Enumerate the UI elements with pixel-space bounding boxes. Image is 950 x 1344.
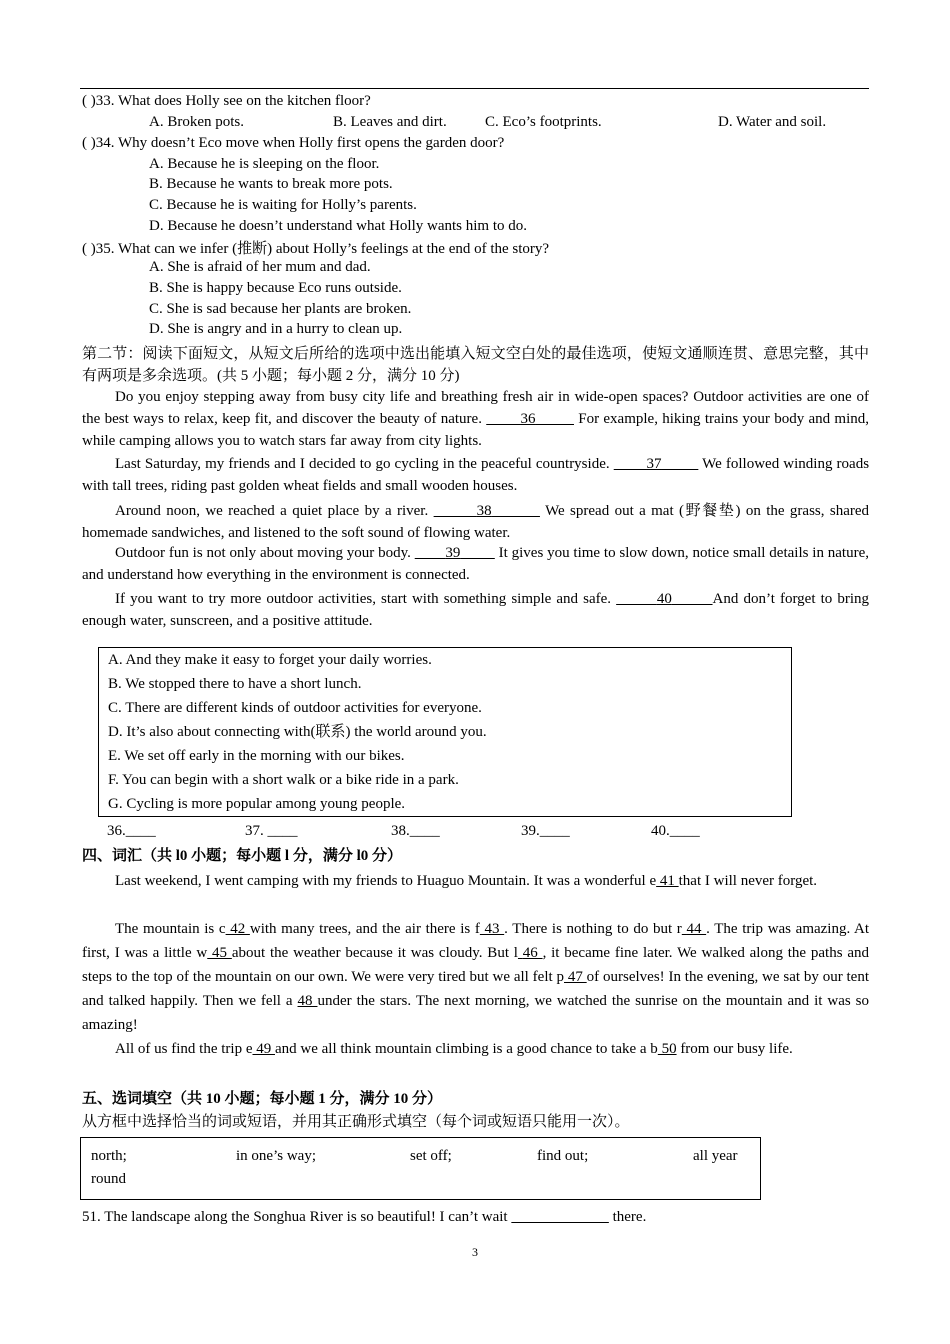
question-33-option-d: D. Water and soil. <box>718 114 827 130</box>
question-33-option-c: C. Eco’s footprints. <box>485 114 602 130</box>
vocab-paragraph-2: The mountain is c 42 with many trees, and the air there is f 43 . There is nothing to do but r 44 . The trip was amazing. At first, I was a little w 45 about the weather because it was cloudy. But l 46 , it became fine later. We walked along the paths and steps to the top of the mountain on our own. We were very tired but we all felt p 47 of ourselves! In the evening, we sat by our tent and talked happily. Then we fell a 48 under the stars. The next morning, we watched the sunrise on the mountain and it was so amazing! <box>82 921 870 1033</box>
passage-paragraph-3: Around noon, we reached a quiet place by a river. 38 We spread out a mat (野餐垫) on the grass, shared homemade sandwiches, and listened to the soft sound of flowing water. <box>82 503 870 541</box>
question-35-option-a: A. She is afraid of her mum and dad. <box>149 259 371 275</box>
word-in-ones-way: in one’s way; <box>236 1148 316 1164</box>
blank-47: 47 <box>564 969 587 985</box>
blank-44: 44 <box>686 921 707 937</box>
option-a: A. And they make it easy to forget your daily worries. <box>108 652 432 668</box>
answer-38[interactable]: 38.____ <box>391 823 440 839</box>
question-34-option-d: D. Because he doesn’t understand what Holly wants him to do. <box>149 218 527 234</box>
word-north: north; <box>91 1148 127 1164</box>
blank-37: 37 <box>646 456 662 472</box>
question-34-option-c: C. Because he is waiting for Holly’s parents. <box>149 197 417 213</box>
word-round: round <box>91 1171 126 1187</box>
option-d: D. It’s also about connecting with(联系) the world around you. <box>108 724 487 740</box>
blank-45: 45 <box>207 945 232 961</box>
question-34-option-a: A. Because he is sleeping on the floor. <box>149 156 380 172</box>
vocab-paragraph-1: Last weekend, I went camping with my friends to Huaguo Mountain. It was a wonderful e 41 that I will never forget. <box>115 873 818 889</box>
word-find-out: find out; <box>537 1148 589 1164</box>
option-c: C. There are different kinds of outdoor activities for everyone. <box>108 700 482 716</box>
answer-36[interactable]: 36.____ <box>107 823 156 839</box>
blank-38: 38 <box>476 503 492 519</box>
blank-48: 48 <box>297 993 318 1009</box>
question-33-option-b: B. Leaves and dirt. <box>333 114 447 130</box>
blank-36: 36 <box>520 411 536 427</box>
blank-39: 39 <box>445 545 461 561</box>
header-rule <box>80 88 869 89</box>
section-2-instructions: 第二节：阅读下面短文，从短文后所给的选项中选出能填入短文空白处的最佳选项，使短文通顺连贯、意思完整，其中有两项是多余选项。(共 5 小题；每小题 2 分，满分 10 分) <box>82 346 869 384</box>
answer-39[interactable]: 39.____ <box>521 823 570 839</box>
question-34-option-b: B. Because he wants to break more pots. <box>149 176 393 192</box>
option-g: G. Cycling is more popular among young people. <box>108 796 406 812</box>
answer-37[interactable]: 37. ____ <box>245 823 298 839</box>
passage-paragraph-4: Outdoor fun is not only about moving your body. 39 It gives you time to slow down, notice small details in nature, and understand how everything in the environment is connected. <box>82 545 870 583</box>
blank-41: 41 <box>656 873 679 889</box>
section-5-instructions: 从方框中选择恰当的词或短语，并用其正确形式填空（每个词或短语只能用一次）。 <box>82 1114 630 1130</box>
section-4-title: 四、词汇（共 l0 小题；每小题 l 分，满分 l0 分） <box>82 848 403 864</box>
word-box <box>80 1137 761 1200</box>
word-all-year: all year <box>693 1148 738 1164</box>
blank-46: 46 <box>522 945 543 961</box>
blank-42: 42 <box>225 921 250 937</box>
passage-paragraph-1: Do you enjoy stepping away from busy city life and breathing fresh air in wide-open spaces? Outdoor activities are one of the best ways to relax, keep fit, and discover the beauty of nature. 36 For example, hiking trains your body and mind, while camping allows you to watch stars far away from city lights. <box>82 389 870 449</box>
vocab-paragraph-3: All of us find the trip e 49 and we all think mountain climbing is a good chance to take a b 50 from our busy life. <box>115 1041 793 1057</box>
answer-40[interactable]: 40.____ <box>651 823 700 839</box>
options-box <box>98 647 792 817</box>
question-51: 51. The landscape along the Songhua River is so beautiful! I can’t wait there. <box>82 1209 647 1225</box>
question-35-stem: ( )35. What can we infer (推断) about Holly’s feelings at the end of the story? <box>82 241 550 257</box>
question-34-stem: ( )34. Why doesn’t Eco move when Holly first opens the garden door? <box>82 135 505 151</box>
question-35-option-d: D. She is angry and in a hurry to clean up. <box>149 321 403 337</box>
page-number: 3 <box>472 1245 478 1259</box>
blank-49: 49 <box>252 1041 275 1057</box>
blank-43: 43 <box>479 921 505 937</box>
section-5-title: 五、选词填空（共 10 小题；每小题 1 分，满分 10 分） <box>82 1091 443 1107</box>
option-e: E. We set off early in the morning with our bikes. <box>108 748 405 764</box>
question-35-option-c: C. She is sad because her plants are broken. <box>149 301 412 317</box>
blank-40: 40 <box>656 591 672 607</box>
blank-51[interactable] <box>511 1209 609 1225</box>
option-b: B. We stopped there to have a short lunch. <box>108 676 362 692</box>
question-33-stem: ( )33. What does Holly see on the kitchen floor? <box>82 93 371 109</box>
option-f: F. You can begin with a short walk or a bike ride in a park. <box>108 772 459 788</box>
passage-paragraph-2: Last Saturday, my friends and I decided to go cycling in the peaceful countryside. 37 We followed winding roads with tall trees, riding past golden wheat fields and small wooden houses. <box>82 456 870 494</box>
question-35-option-b: B. She is happy because Eco runs outside. <box>149 280 402 296</box>
passage-paragraph-5: If you want to try more outdoor activities, start with something simple and safe. 40 And don’t forget to bring enough water, sunscreen, and a positive attitude. <box>82 591 869 629</box>
question-33-option-a: A. Broken pots. <box>149 114 244 130</box>
blank-50: 50 <box>657 1041 677 1057</box>
word-set-off: set off; <box>410 1148 452 1164</box>
